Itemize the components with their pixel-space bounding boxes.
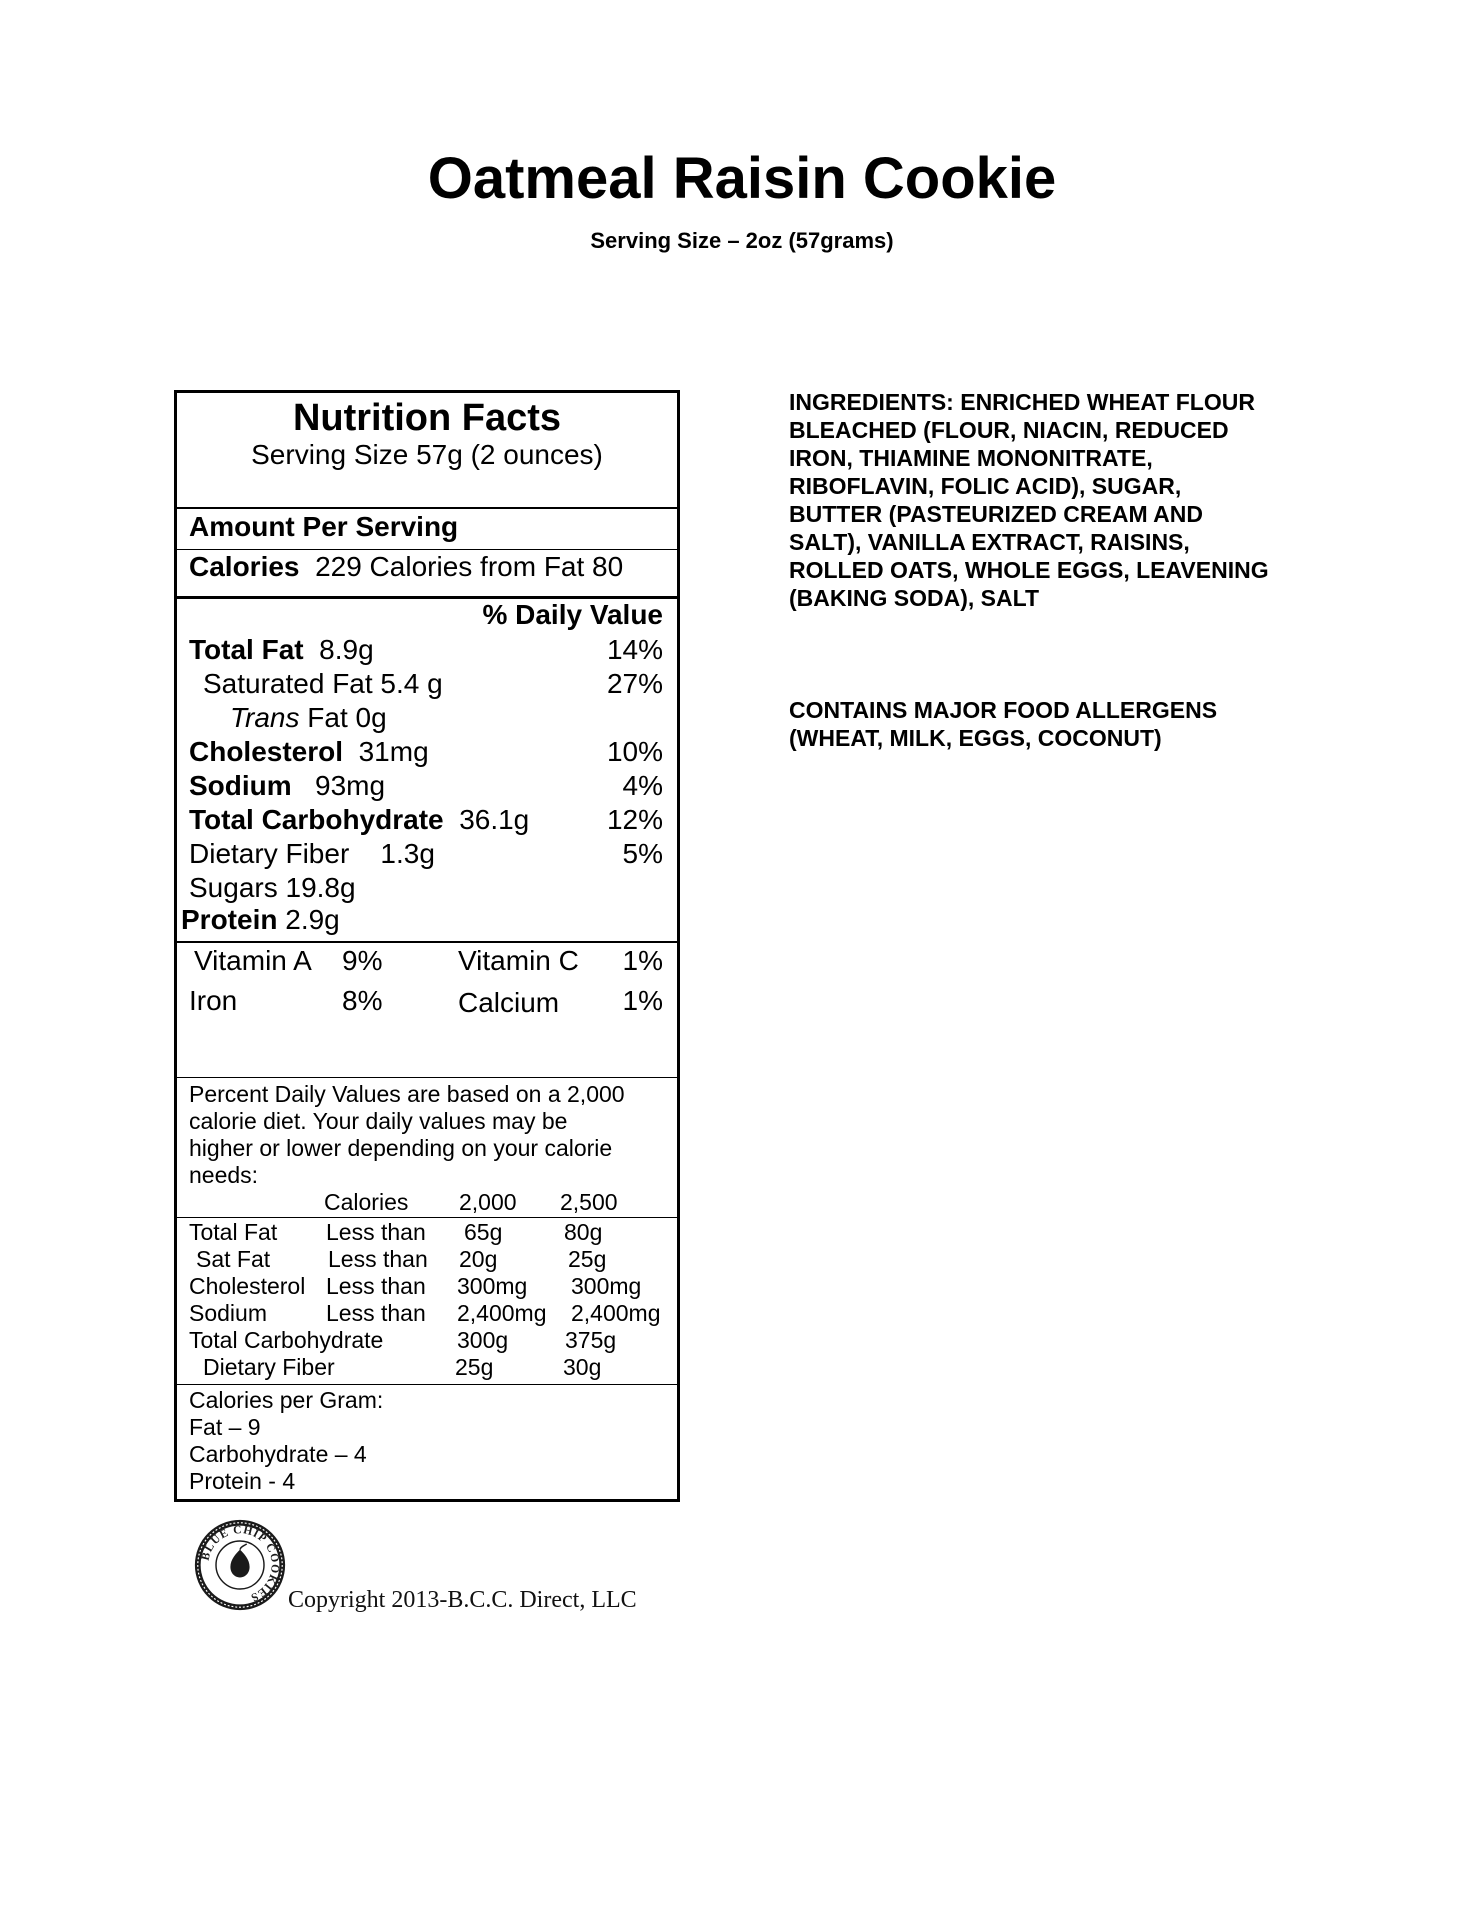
table-cell: 300mg <box>457 1273 528 1299</box>
table-cell: 30g <box>563 1354 602 1380</box>
ingredients-line: SALT), VANILLA EXTRACT, RAISINS, <box>789 529 1190 555</box>
total-fat-row <box>189 634 374 666</box>
vitamin-c-pct: 1% <box>622 945 663 976</box>
protein-amount: 2.9g <box>285 904 340 935</box>
divider <box>177 1384 677 1385</box>
table-cell: Total Fat <box>189 1219 278 1245</box>
dietary-fiber-amount: 1.3g <box>380 838 435 869</box>
footnote-line: Percent Daily Values are based on a 2,000 <box>189 1081 625 1107</box>
table-cell: Dietary Fiber <box>203 1354 335 1380</box>
nutrition-facts-panel <box>174 390 680 1502</box>
daily-value-header: % Daily Value <box>482 599 663 630</box>
ingredients-block <box>789 388 1349 612</box>
total-carb-row <box>189 804 529 836</box>
total-fat-label: Total Fat <box>189 634 304 665</box>
ingredients-line: RIBOFLAVIN, FOLIC ACID), SUGAR, <box>789 473 1182 499</box>
table-cell: 2,400mg <box>571 1300 661 1326</box>
saturated-fat-pct: 27% <box>606 668 663 699</box>
calories-per-gram-carb: Carbohydrate – 4 <box>189 1441 367 1467</box>
trans-fat-rest: Fat 0g <box>299 702 387 733</box>
total-fat-amount: 8.9g <box>319 634 374 665</box>
divider <box>177 1077 677 1078</box>
calcium-pct: 1% <box>622 985 663 1016</box>
sodium-amount: 93mg <box>315 770 386 801</box>
allergens-block <box>789 696 1349 752</box>
calories-per-gram-title: Calories per Gram: <box>189 1387 384 1413</box>
vitamin-a-label: Vitamin A <box>194 945 312 976</box>
divider <box>177 549 677 550</box>
seal-text: BLUE CHIP COOKIES <box>199 1524 281 1604</box>
serving-size: Serving Size 57g (2 ounces) <box>251 439 603 470</box>
calcium-label: Calcium <box>458 987 560 1018</box>
cholesterol-pct: 10% <box>606 736 663 767</box>
total-carb-pct: 12% <box>606 804 663 835</box>
ingredients-line: ROLLED OATS, WHOLE EGGS, LEAVENING <box>789 557 1269 583</box>
ingredients-line: IRON, THIAMINE MONONITRATE, <box>789 445 1153 471</box>
table-cell: 375g <box>565 1327 617 1353</box>
protein-label: Protein <box>181 904 278 935</box>
allergens-line: (WHEAT, MILK, EGGS, COCONUT) <box>789 725 1162 751</box>
table-cell: Less than <box>326 1219 426 1245</box>
sodium-row <box>189 770 385 802</box>
dietary-fiber-label: Dietary Fiber <box>189 838 350 869</box>
cholesterol-row <box>189 736 429 768</box>
total-fat-pct: 14% <box>606 634 663 665</box>
footnote-line: needs: <box>189 1162 259 1188</box>
allergens-line: CONTAINS MAJOR FOOD ALLERGENS <box>789 697 1218 723</box>
table-cell: 25g <box>568 1246 607 1272</box>
vitamin-c-label: Vitamin C <box>458 945 579 976</box>
iron-label: Iron <box>189 985 238 1016</box>
calories-row <box>189 551 623 583</box>
table-cell: 300g <box>457 1327 509 1353</box>
table-cell: 25g <box>455 1354 494 1380</box>
cholesterol-amount: 31mg <box>358 736 429 767</box>
table-cell: Cholesterol <box>189 1273 306 1299</box>
ingredients-line: INGREDIENTS: ENRICHED WHEAT FLOUR <box>789 389 1255 415</box>
ingredients-line: BLEACHED (FLOUR, NIACIN, REDUCED <box>789 417 1229 443</box>
calories-value: 229 Calories from Fat 80 <box>315 551 624 582</box>
trans-fat-italic: Trans <box>230 702 300 733</box>
table-header-calories: Calories <box>324 1189 409 1215</box>
sugars-label: Sugars 19.8g <box>189 872 356 903</box>
cholesterol-label: Cholesterol <box>189 736 344 767</box>
table-cell: Sodium <box>189 1300 267 1326</box>
table-cell: 300mg <box>571 1273 642 1299</box>
dietary-fiber-pct: 5% <box>622 838 663 869</box>
table-cell: Less than <box>326 1273 426 1299</box>
table-header-2000: 2,000 <box>459 1189 517 1215</box>
sodium-label: Sodium <box>189 770 292 801</box>
divider <box>177 507 677 509</box>
total-carb-amount: 36.1g <box>459 804 530 835</box>
sodium-pct: 4% <box>622 770 663 801</box>
blue-chip-cookies-seal-icon <box>192 1517 288 1613</box>
calories-label: Calories <box>189 551 300 582</box>
copyright: Copyright 2013-B.C.C. Direct, LLC <box>288 1587 637 1613</box>
calories-per-gram-protein: Protein - 4 <box>189 1468 296 1494</box>
divider <box>177 1217 677 1218</box>
table-cell: 20g <box>459 1246 498 1272</box>
page-title: Oatmeal Raisin Cookie <box>427 146 1057 211</box>
table-cell: Less than <box>326 1300 426 1326</box>
table-cell: Total Carbohydrate <box>189 1327 384 1353</box>
dietary-fiber-row <box>189 838 435 870</box>
amount-per-serving: Amount Per Serving <box>189 511 459 542</box>
page-subtitle: Serving Size – 2oz (57grams) <box>590 228 894 253</box>
calories-per-gram-fat: Fat – 9 <box>189 1414 261 1440</box>
nutrition-facts-title: Nutrition Facts <box>292 397 562 439</box>
saturated-fat-label: Saturated Fat 5.4 g <box>203 668 443 699</box>
footnote-line: higher or lower depending on your calorie <box>189 1135 613 1161</box>
footnote-line: calorie diet. Your daily values may be <box>189 1108 568 1134</box>
trans-fat-row <box>230 702 387 734</box>
table-header-2500: 2,500 <box>560 1189 618 1215</box>
iron-pct: 8% <box>342 985 383 1016</box>
table-cell: Sat Fat <box>196 1246 271 1272</box>
table-cell: 80g <box>564 1219 603 1245</box>
table-cell: 65g <box>464 1219 503 1245</box>
protein-row <box>181 904 340 936</box>
vitamin-a-pct: 9% <box>342 945 383 976</box>
divider <box>177 941 677 943</box>
total-carb-label: Total Carbohydrate <box>189 804 444 835</box>
ingredients-line: BUTTER (PASTEURIZED CREAM AND <box>789 501 1203 527</box>
ingredients-line: (BAKING SODA), SALT <box>789 585 1040 611</box>
table-cell: 2,400mg <box>457 1300 547 1326</box>
table-cell: Less than <box>328 1246 428 1272</box>
